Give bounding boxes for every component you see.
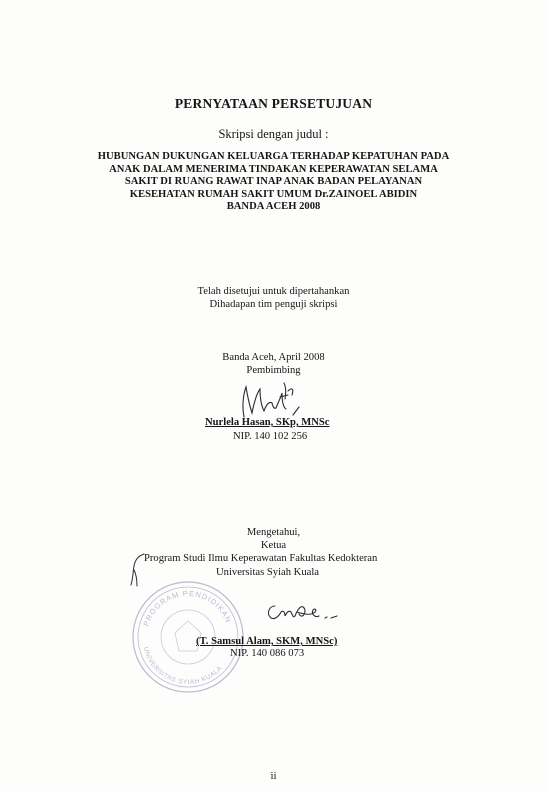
place-date: Banda Aceh, April 2008: [222, 352, 325, 363]
advisor-name: Nurlela Hasan, SKp, MNSc: [205, 417, 330, 428]
acknowledgement-block: [0, 526, 547, 553]
acknowledged-label: Mengetahui,: [246, 527, 301, 538]
thesis-title-line: SAKIT DI RUANG RAWAT INAP ANAK BADAN PELAYANAN: [124, 176, 423, 188]
thesis-title-line: KESEHATAN RUMAH SAKIT UMUM Dr.ZAINOEL ABIDIN: [129, 188, 418, 200]
page-subheading: Skripsi dengan judul :: [218, 127, 329, 141]
stamp-top-text: PROGRAM PENDIDIKAN: [141, 588, 234, 628]
university-name: Universitas Syiah Kuala: [216, 567, 319, 578]
study-program: Program Studi Ilmu Keperawatan Fakultas Kedokteran: [144, 553, 378, 564]
approval-statement: [0, 285, 547, 311]
thesis-title-line: BANDA ACEH 2008: [226, 201, 321, 213]
head-name: (T. Samsul Alam, SKM, MNSc): [196, 636, 338, 647]
page-number: ii: [270, 770, 277, 782]
place-date-block: [0, 351, 547, 377]
stamp-bottom-text: UNIVERSITAS SYIAH KUALA: [141, 646, 224, 687]
approval-line: Telah disetujui untuk dipertahankan: [197, 286, 350, 297]
thesis-title-line: HUBUNGAN DUKUNGAN KELUARGA TERHADAP KEPATUHAN PADA: [97, 151, 450, 162]
head-role: Ketua: [260, 540, 287, 552]
thesis-title: [0, 151, 547, 214]
page-heading: PERNYATAAN PERSETUJUAN: [174, 96, 373, 111]
approval-line: Dihadapan tim penguji skripsi: [209, 299, 338, 310]
head-signature: [263, 596, 343, 628]
head-nip: NIP. 140 086 073: [230, 648, 305, 659]
advisor-role: Pembimbing: [246, 365, 301, 376]
thesis-title-line: ANAK DALAM MENERIMA TINDAKAN KEPERAWATAN SELAMA: [109, 163, 438, 175]
advisor-nip: NIP. 140 102 256: [233, 431, 308, 442]
